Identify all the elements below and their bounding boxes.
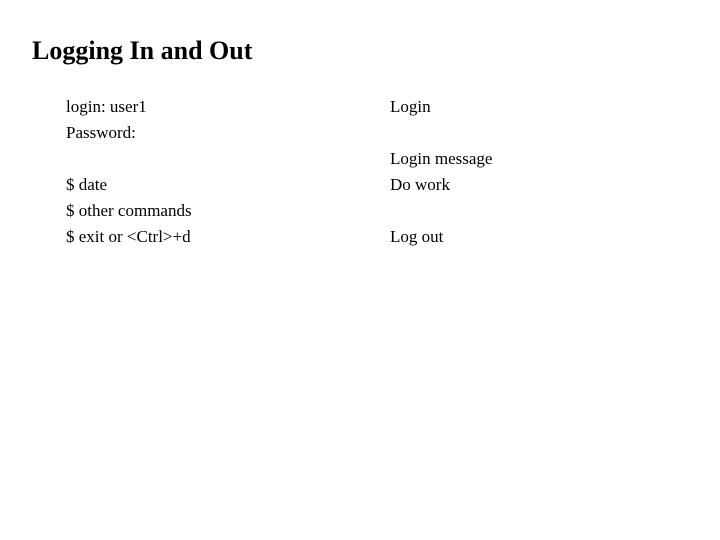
terminal-line-password: Password: [66, 123, 136, 142]
description-blank [390, 120, 492, 146]
slide-title: Logging In and Out [32, 36, 253, 65]
description-column [390, 94, 492, 250]
description-blank-2 [390, 198, 492, 224]
terminal-line-exit: $ exit or <Ctrl>+d [66, 227, 191, 246]
terminal-line-other-commands: $ other commands [66, 201, 192, 220]
description-login: Login [390, 97, 431, 116]
terminal-line-blank [66, 146, 192, 172]
description-log-out: Log out [390, 227, 444, 246]
terminal-session-column [66, 94, 192, 250]
terminal-line-login: login: user1 [66, 97, 147, 116]
terminal-line-date: $ date [66, 175, 108, 194]
description-do-work: Do work [390, 175, 450, 194]
description-login-message: Login message [390, 149, 493, 168]
